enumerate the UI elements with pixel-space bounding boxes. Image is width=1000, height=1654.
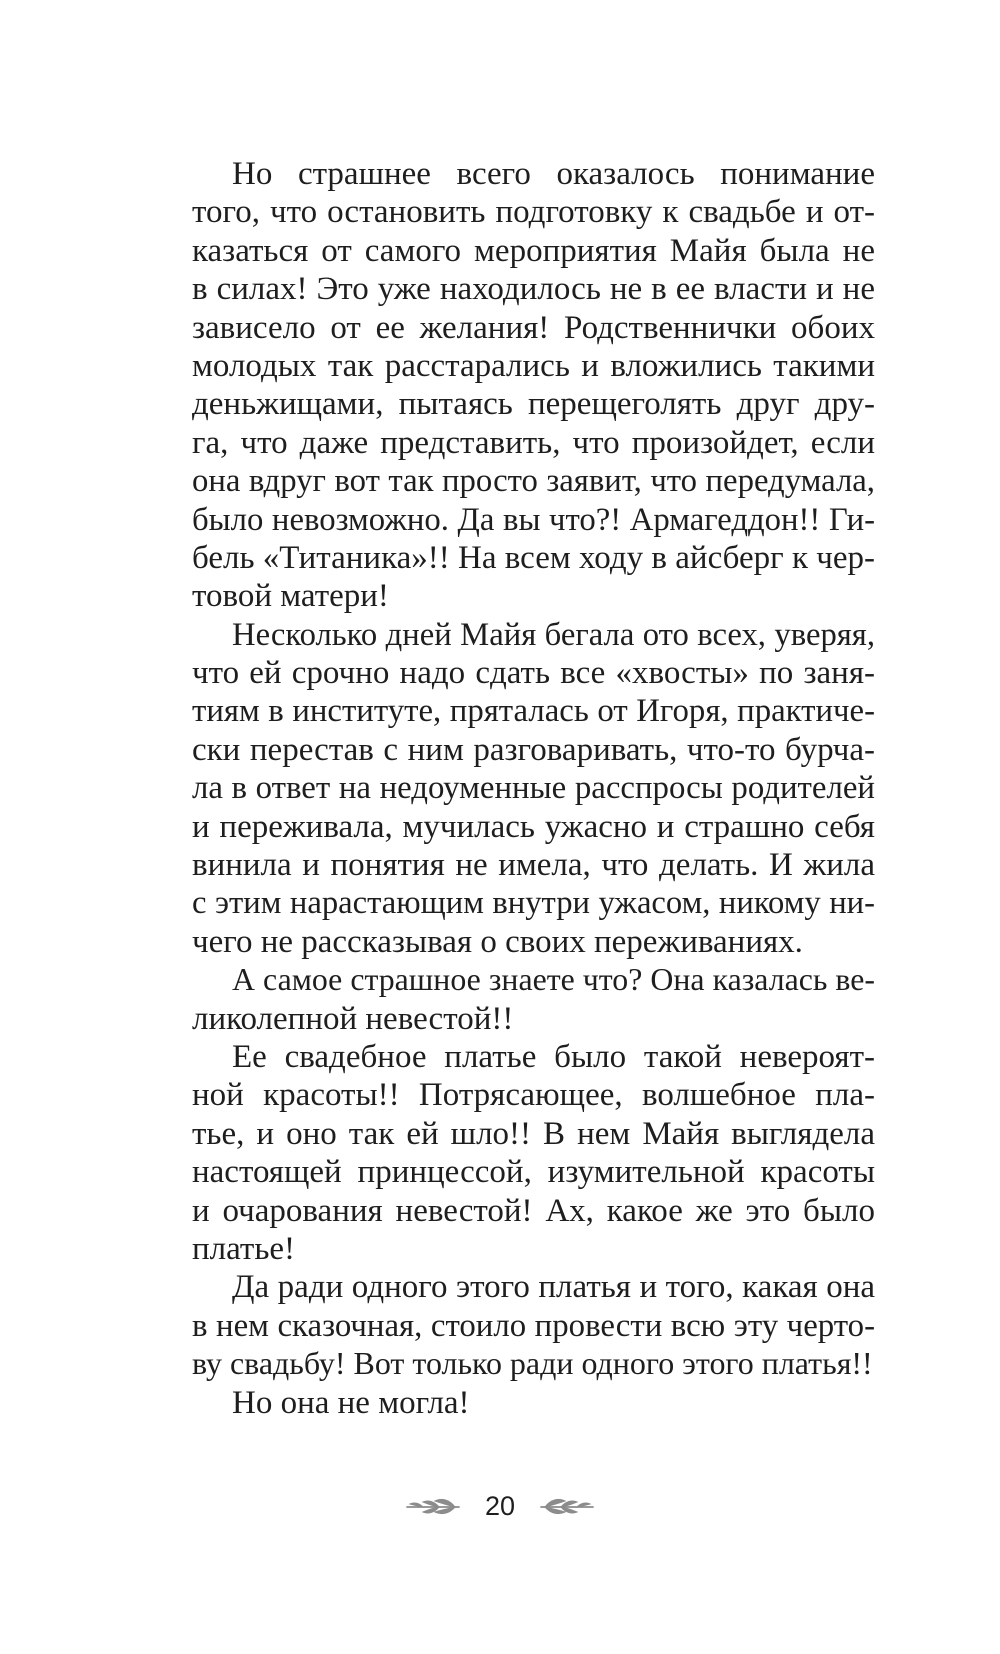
text-line: А самое страшное знаете что? Она казалась ве-	[232, 962, 875, 998]
text-line: казаться от самого мероприятия Майя была не	[192, 232, 875, 269]
text-line: товой матери!	[192, 578, 389, 615]
text-line: настоящей принцессой, изумительной красоты	[192, 1154, 875, 1191]
text-line: Но она не могла!	[232, 1384, 470, 1421]
text-line: чего не рассказывая о своих переживаниях.	[192, 923, 803, 960]
leaf-ornament-left-icon	[405, 1495, 463, 1517]
page-number: 20	[484, 1491, 516, 1521]
text-line: в силах! Это уже находилось не в ее власти и не	[192, 271, 875, 308]
text-line: ла в ответ на недоуменные расспросы родителей	[192, 770, 875, 807]
text-line: она вдруг вот так просто заявит, что передумала,	[192, 463, 875, 500]
text-line: Ее свадебное платье было такой невероят-	[232, 1038, 875, 1075]
text-line: было невозможно. Да вы что?! Армагеддон!! Ги-	[192, 501, 875, 538]
text-line: и очарования невестой! Ах, какое же это было	[192, 1192, 875, 1229]
text-line: с этим нарастающим внутри ужасом, никому ни-	[192, 885, 875, 922]
text-line: ной красоты!! Потрясающее, волшебное пла-	[192, 1077, 875, 1114]
text-line: тье, и оно так ей шло!! В нем Майя выглядела	[192, 1115, 875, 1152]
text-line: ликолепной невестой!!	[192, 1000, 514, 1037]
text-line: винила и понятия не имела, что делать. И жила	[192, 847, 875, 884]
body-text	[192, 155, 875, 1422]
text-line: молодых так расстарались и вложились такими	[192, 347, 875, 384]
text-line: Но страшнее всего оказалось понимание	[232, 156, 875, 192]
text-line: ски перестав с ним разговаривать, что-то бурча-	[192, 731, 875, 768]
page-footer	[0, 1486, 1000, 1526]
leaf-ornament-right-icon	[537, 1495, 595, 1517]
text-line: и переживала, мучилась ужасно и страшно себя	[192, 808, 875, 845]
text-line: Несколько дней Майя бегала ото всех, уверяя,	[232, 616, 875, 653]
text-line: бель «Титаника»!! На всем ходу в айсберг к чер-	[192, 539, 875, 576]
text-line: Да ради одного этого платья и того, какая она	[232, 1269, 875, 1306]
text-line: деньжищами, пытаясь перещеголять друг дру-	[192, 386, 875, 423]
text-line: того, что остановить подготовку к свадьбе и от-	[192, 194, 875, 231]
text-line: платье!	[192, 1230, 296, 1267]
text-line: тиям в институте, пряталась от Игоря, практиче-	[192, 693, 875, 730]
text-line: в нем сказочная, стоило провести всю эту черто-	[192, 1307, 875, 1344]
text-line: зависело от ее желания! Родственнички обоих	[192, 309, 875, 346]
text-line: ву свадьбу! Вот только ради одного этого платья!!	[192, 1346, 873, 1382]
text-line: га, что даже представить, что произойдет, если	[192, 424, 875, 461]
text-line: что ей срочно надо сдать все «хвосты» по заня-	[192, 655, 875, 692]
